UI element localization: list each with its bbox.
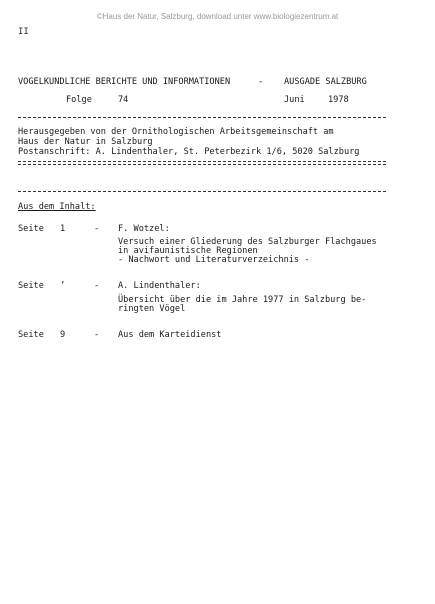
publisher-line-2: Haus der Natur in Salzburg: [18, 137, 153, 147]
entry-page-number: 1: [60, 224, 66, 234]
entry-author: F. Wotzel:: [118, 224, 170, 234]
publisher-divider-1: [18, 161, 386, 162]
publisher-divider-2: [18, 164, 386, 165]
title-dash: -: [258, 77, 264, 87]
entry-title-line: ringten Vögel: [118, 304, 186, 314]
entry-dash: -: [94, 330, 100, 340]
entry-title-line: in avifaunistische Regionen: [118, 246, 258, 256]
folge-label: Folge: [66, 95, 92, 105]
folge-number: 74: [118, 95, 129, 105]
publisher-line-3: Postanschrift: A. Lindenthaler, St. Peterbezirk 1/6, 5020 Salzburg: [18, 147, 360, 157]
entry-dash: -: [94, 224, 100, 234]
edition-label: AUSGADE SALZBURG: [284, 77, 367, 87]
newsletter-title: VOGELKUNDLICHE BERICHTE UND INFORMATIONEN: [18, 77, 231, 87]
entry-page-number: ’: [60, 281, 66, 291]
corner-mark: II: [18, 27, 29, 37]
entry-seite-label: Seite: [18, 281, 44, 291]
entry-title-line: - Nachwort und Literaturverzeichnis -: [118, 255, 310, 265]
contents-divider: [18, 191, 386, 192]
entry-title-line: Versuch einer Gliederung des Salzburger Flachgaues: [118, 237, 377, 247]
entry-dash: -: [94, 281, 100, 291]
entry-page-number: 9: [60, 330, 66, 340]
entry-seite-label: Seite: [18, 224, 44, 234]
publisher-line-1: Herausgegeben von der Ornithologischen Arbeitsgemeinschaft am: [18, 127, 334, 137]
contents-heading: Aus dem Inhalt:: [18, 202, 96, 212]
watermark-text: ©Haus der Natur, Salzburg, download unter www.biologiezentrum.at: [96, 12, 339, 21]
entry-title-line: Übersicht über die im Jahre 1977 in Salzburg be-: [118, 295, 367, 305]
entry-author: Aus dem Karteidienst: [118, 330, 222, 340]
entry-seite-label: Seite: [18, 330, 44, 340]
entry-author: A. Lindenthaler:: [118, 281, 201, 291]
top-divider: [18, 117, 386, 118]
issue-month: Juni: [284, 95, 305, 105]
issue-year: 1978: [328, 95, 349, 105]
